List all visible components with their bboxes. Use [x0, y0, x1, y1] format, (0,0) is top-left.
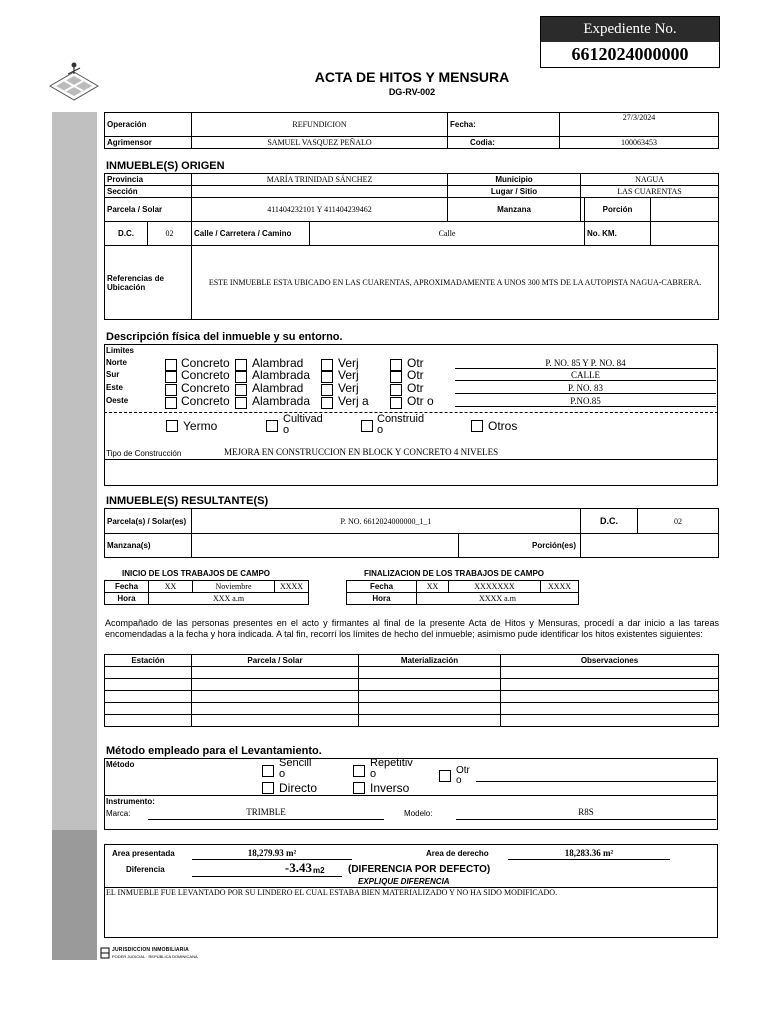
- limite-c3-label: Verj: [338, 368, 359, 382]
- dc-value[interactable]: 02: [148, 222, 192, 246]
- operacion-label: Operación: [105, 113, 192, 137]
- left-margin-bar-dark: [52, 830, 97, 960]
- table-row[interactable]: [105, 703, 719, 715]
- seccion-label: Sección: [105, 186, 192, 198]
- inverso-label: Inverso: [370, 781, 410, 795]
- tipo-construccion-value[interactable]: MEJORA EN CONSTRUCCION EN BLOCK Y CONCRETO 4 NIVELES: [224, 447, 499, 457]
- limite-c4-checkbox[interactable]: [390, 359, 402, 371]
- provincia-label: Provincia: [105, 174, 192, 186]
- limite-c4-label: Otr o: [407, 394, 434, 408]
- parcela-label: Parcela / Solar: [105, 198, 192, 222]
- hitos-header-estacion: Estación: [105, 655, 192, 667]
- footer-line2: PODER JUDICIAL · REPÚBLICA DOMINICANA: [112, 954, 198, 959]
- km-label: No. KM.: [585, 222, 651, 246]
- limite-c3-label: Verj: [338, 381, 359, 395]
- inicio-mes[interactable]: Noviembre: [193, 581, 275, 593]
- operacion-value[interactable]: REFUNDICION: [192, 113, 448, 137]
- limite-c4-label: Otr: [407, 381, 424, 395]
- codia-label: Codia:: [448, 137, 560, 149]
- diferencia-line: [192, 876, 342, 877]
- limite-c3-checkbox[interactable]: [321, 397, 333, 409]
- inicio-hora-label: Hora: [105, 593, 149, 605]
- resultante-porcion-label: Porción(es): [459, 534, 581, 558]
- limite-c4-checkbox[interactable]: [390, 371, 402, 383]
- expediente-label: Expediente No.: [541, 17, 719, 42]
- resultante-dc-label: D.C.: [581, 509, 638, 534]
- origen-title: INMUEBLE(S) ORIGEN: [106, 160, 225, 172]
- resultante-manzana-label: Manzana(s): [105, 534, 192, 558]
- lugar-value[interactable]: LAS CUARENTAS: [581, 186, 719, 198]
- limite-c4-label: Otr: [407, 368, 424, 382]
- hitos-header-observaciones: Observaciones: [501, 655, 719, 667]
- area-presentada-value[interactable]: 18,279.93 m²: [247, 848, 297, 858]
- limite-value[interactable]: P.NO.85: [455, 395, 716, 407]
- municipio-value[interactable]: NAGUA: [581, 174, 719, 186]
- marca-label: Marca:: [106, 809, 131, 818]
- limite-c2-label: Alambrad: [252, 381, 304, 395]
- municipio-label: Municipio: [448, 174, 581, 186]
- limite-c3-label: Verj: [338, 356, 359, 370]
- cultivado-checkbox[interactable]: [266, 420, 278, 432]
- limite-c4-checkbox[interactable]: [390, 397, 402, 409]
- repetitivo-checkbox[interactable]: [353, 765, 365, 777]
- table-row[interactable]: [105, 667, 719, 679]
- descripcion-title: Descripción física del inmueble y su entorno.: [106, 331, 343, 343]
- seccion-value[interactable]: [192, 186, 448, 198]
- otro-metodo-checkbox[interactable]: [439, 770, 451, 782]
- limite-c1-label: Concreto: [181, 368, 230, 382]
- marca-line: [148, 819, 384, 820]
- codia-value[interactable]: 100063453: [560, 137, 719, 149]
- fin-title: FINALIZACION DE LOS TRABAJOS DE CAMPO: [364, 569, 545, 578]
- metodo-title: Método empleado para el Levantamiento.: [106, 745, 322, 757]
- limite-value[interactable]: P. NO. 83: [455, 382, 716, 394]
- diferencia-unit: m2: [313, 866, 325, 875]
- manzana-label: Manzana: [448, 198, 581, 222]
- yermo-checkbox[interactable]: [166, 420, 178, 432]
- otros-checkbox[interactable]: [471, 420, 483, 432]
- table-row[interactable]: [105, 691, 719, 703]
- hitos-header-parcela: Parcela / Solar: [192, 655, 359, 667]
- limite-c1-label: Concreto: [181, 356, 230, 370]
- referencias-value[interactable]: ESTE INMUEBLE ESTA UBICADO EN LAS CUARENTAS, APROXIMADAMENTE A UNOS 300 MTS DE LA AUTOPISTA NAGUA-CABRERA.: [192, 246, 719, 320]
- resultante-porcion-value[interactable]: [581, 534, 719, 558]
- acta-paragraph: Acompañado de las personas presentes en el acto y firmantes al final de la presente Acta de Hitos y Mensuras, procedí a dar inicio a las tareas encomendadas a la fecha y hora indicada. A tal fin, recorrí los límites de hecho del inmueble; asimismo pude identificar los hitos existentes siguientes:: [105, 618, 719, 639]
- limite-c3-checkbox[interactable]: [321, 371, 333, 383]
- explicacion-value[interactable]: EL INMUEBLE FUE LEVANTADO POR SU LINDERO EL CUAL ESTABA BIEN MATERIALIZADO Y NO HA SIDO MODIFICADO.: [106, 888, 558, 897]
- limite-c4-label: Otr: [407, 356, 424, 370]
- limite-c2-label: Alambrada: [252, 394, 311, 408]
- km-value[interactable]: [651, 222, 719, 246]
- porcion-label: Porción: [585, 198, 651, 222]
- cultivado-label: Cultivad o: [283, 413, 323, 436]
- yermo-label: Yermo: [183, 419, 218, 433]
- limite-c2-checkbox[interactable]: [235, 371, 247, 383]
- limite-c1-checkbox[interactable]: [165, 371, 177, 383]
- fin-anio[interactable]: XXXX: [541, 581, 579, 593]
- instrumento-label: Instrumento:: [106, 797, 155, 806]
- agrimensor-value[interactable]: SAMUEL VASQUEZ PEÑALO: [192, 137, 448, 149]
- jurisdiccion-logo-icon: [48, 60, 100, 102]
- tipo-divider: [104, 459, 718, 460]
- inicio-hora[interactable]: XXX a.m: [149, 593, 309, 605]
- left-margin-bar: [52, 112, 97, 830]
- footer-line1: JURISDICCION INMOBILIARIA: [112, 947, 189, 953]
- area-derecho-line: [508, 859, 670, 860]
- page-title: ACTA DE HITOS Y MENSURA: [314, 69, 510, 85]
- limite-c3-checkbox[interactable]: [321, 384, 333, 396]
- inicio-fecha-label: Fecha: [105, 581, 149, 593]
- resultante-parcela-value[interactable]: P. NO. 6612024000000_1_1: [192, 509, 581, 534]
- footer-seal-icon: [100, 947, 110, 959]
- limite-c2-checkbox[interactable]: [235, 384, 247, 396]
- diferencia-label: Diferencia: [126, 865, 165, 874]
- fin-table: [346, 580, 579, 605]
- otro-metodo-line: [476, 781, 716, 782]
- modelo-label: Modelo:: [404, 809, 433, 818]
- calle-value[interactable]: Calle: [310, 222, 585, 246]
- metodo-label: Método: [106, 760, 135, 769]
- calle-label: Calle / Carretera / Camino: [192, 222, 310, 246]
- limite-c3-checkbox[interactable]: [321, 359, 333, 371]
- inverso-checkbox[interactable]: [353, 782, 365, 794]
- construido-checkbox[interactable]: [361, 420, 373, 432]
- directo-label: Directo: [279, 781, 318, 795]
- fecha-value[interactable]: 27/3/2024: [560, 113, 719, 137]
- dc-label: D.C.: [105, 222, 148, 246]
- limite-c2-checkbox[interactable]: [235, 359, 247, 371]
- fecha-label: Fecha:: [448, 113, 507, 137]
- limite-value[interactable]: CALLE: [455, 369, 716, 381]
- sencillo-checkbox[interactable]: [262, 765, 274, 777]
- origen-table: [104, 173, 719, 320]
- diferencia-defecto: (DIFERENCIA POR DEFECTO): [348, 864, 491, 875]
- resultante-dc-value[interactable]: 02: [638, 509, 719, 534]
- limite-c2-checkbox[interactable]: [235, 397, 247, 409]
- modelo-value[interactable]: R8S: [578, 807, 594, 817]
- tipo-construccion-label: Tipo de Construcción: [106, 449, 182, 458]
- inicio-table: [104, 580, 309, 605]
- fin-fecha-label: Fecha: [347, 581, 417, 593]
- limite-c3-label: Verj a: [338, 394, 369, 408]
- otro-metodo-label: Otr o: [456, 765, 470, 786]
- hitos-header-materializacion: Materialización: [359, 655, 501, 667]
- limite-c1-checkbox[interactable]: [165, 384, 177, 396]
- limite-c1-checkbox[interactable]: [165, 397, 177, 409]
- area-presentada-label: Area presentada: [112, 849, 175, 858]
- repetitivo-label: Repetitiv o: [370, 757, 413, 780]
- limite-c1-checkbox[interactable]: [165, 359, 177, 371]
- limite-side-label: Norte: [106, 358, 127, 367]
- area-derecho-label: Area de derecho: [426, 849, 489, 858]
- explique-label: EXPLIQUE DIFERENCIA: [358, 877, 450, 886]
- limite-side-label: Sur: [106, 370, 120, 379]
- resultante-parcela-label: Parcela(s) / Solar(es): [105, 509, 192, 534]
- fin-hora[interactable]: XXXX a.m: [417, 593, 579, 605]
- fin-mes[interactable]: XXXXXXX: [449, 581, 541, 593]
- resultante-table: [104, 508, 719, 558]
- limite-c4-checkbox[interactable]: [390, 384, 402, 396]
- metodo-divider: [104, 795, 718, 796]
- lugar-label: Lugar / Sitio: [448, 186, 581, 198]
- limite-side-label: Oeste: [106, 396, 129, 405]
- fin-dia[interactable]: XX: [417, 581, 449, 593]
- inicio-dia[interactable]: XX: [149, 581, 193, 593]
- marca-value[interactable]: TRIMBLE: [246, 807, 286, 817]
- form-code: DG-RV-002: [388, 87, 436, 97]
- inicio-anio[interactable]: XXXX: [275, 581, 309, 593]
- area-derecho-value[interactable]: 18,283.36 m²: [564, 848, 614, 858]
- provincia-value[interactable]: MARÍA TRINIDAD SÁNCHEZ: [192, 174, 448, 186]
- construido-label: Construid o: [377, 413, 425, 436]
- expediente-number: 6612024000000: [571, 44, 689, 64]
- table-row[interactable]: [105, 679, 719, 691]
- limite-c2-label: Alambrada: [252, 368, 311, 382]
- resultante-title: INMUEBLE(S) RESULTANTE(S): [106, 495, 269, 507]
- table-row[interactable]: [105, 715, 719, 727]
- limite-c2-label: Alambrad: [252, 356, 304, 370]
- limite-value[interactable]: P. NO. 85 Y P. NO. 84: [455, 357, 716, 369]
- directo-checkbox[interactable]: [262, 782, 274, 794]
- limite-c1-label: Concreto: [181, 394, 230, 408]
- porcion-value[interactable]: [651, 198, 719, 222]
- fin-hora-label: Hora: [347, 593, 417, 605]
- inicio-title: INICIO DE LOS TRABAJOS DE CAMPO: [122, 569, 271, 578]
- sencillo-label: Sencill o: [279, 757, 312, 780]
- agrimensor-label: Agrimensor: [105, 137, 192, 149]
- limites-label: Limites: [106, 346, 135, 355]
- parcela-value[interactable]: 411404232101 Y 411404239462: [192, 198, 448, 222]
- resultante-manzana-value[interactable]: [192, 534, 459, 558]
- otros-label: Otros: [488, 419, 518, 433]
- limite-side-label: Este: [106, 383, 123, 392]
- diferencia-value[interactable]: -3.43: [284, 860, 312, 875]
- modelo-line: [456, 819, 716, 820]
- hitos-table: [104, 654, 719, 727]
- expediente-box: [540, 16, 720, 68]
- limite-c1-label: Concreto: [181, 381, 230, 395]
- general-table: [104, 112, 719, 149]
- referencias-label: Referencias de Ubicación: [105, 246, 192, 320]
